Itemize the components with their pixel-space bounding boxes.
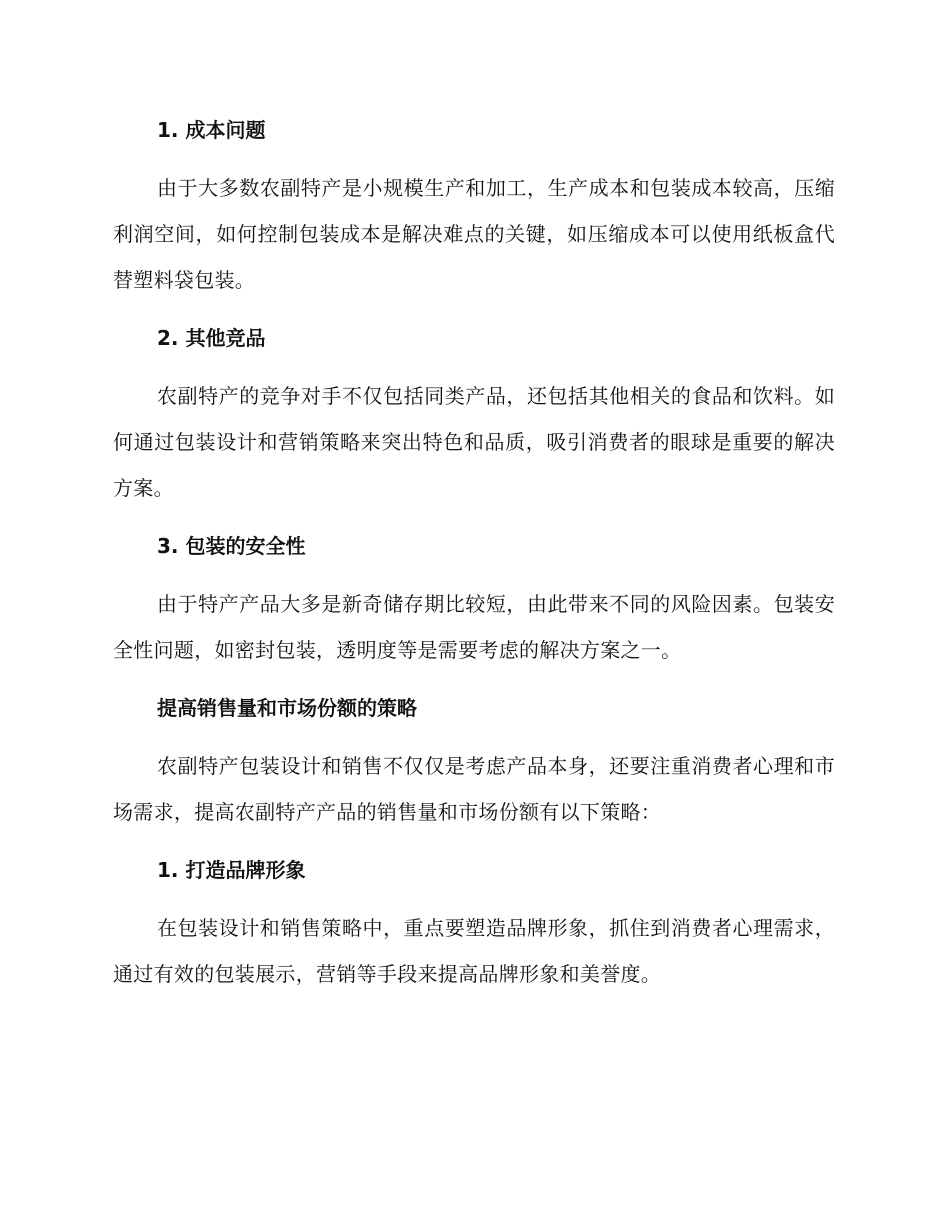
document-body [113,113,835,1015]
body-paragraph: 由于特产产品大多是新奇储存期比较短，由此带来不同的风险因素。包装安全性问题，如密封包装，透明度等是需要考虑的解决方案之一。 [113,592,835,662]
section-heading: 3. 包装的安全性 [157,534,306,558]
body-paragraph: 农副特产的竞争对手不仅包括同类产品，还包括其他相关的食品和饮料。如何通过包装设计和营销策略来突出特色和品质，吸引消费者的眼球是重要的解决方案。 [113,384,835,500]
section-heading: 1. 成本问题 [157,118,266,142]
body-paragraph: 在包装设计和销售策略中，重点要塑造品牌形象，抓住到消费者心理需求，通过有效的包装展示，营销等手段来提高品牌形象和美誉度。 [113,916,835,986]
section-heading: 2. 其他竞品 [157,326,266,350]
section-heading: 提高销售量和市场份额的策略 [157,696,417,720]
body-paragraph: 农副特产包装设计和销售不仅仅是考虑产品本身，还要注重消费者心理和市场需求，提高农副特产产品的销售量和市场份额有以下策略： [113,754,835,824]
body-paragraph: 由于大多数农副特产是小规模生产和加工，生产成本和包装成本较高，压缩利润空间，如何控制包装成本是解决难点的关键，如压缩成本可以使用纸板盒代替塑料袋包装。 [113,176,835,292]
section-heading: 1. 打造品牌形象 [157,858,306,882]
